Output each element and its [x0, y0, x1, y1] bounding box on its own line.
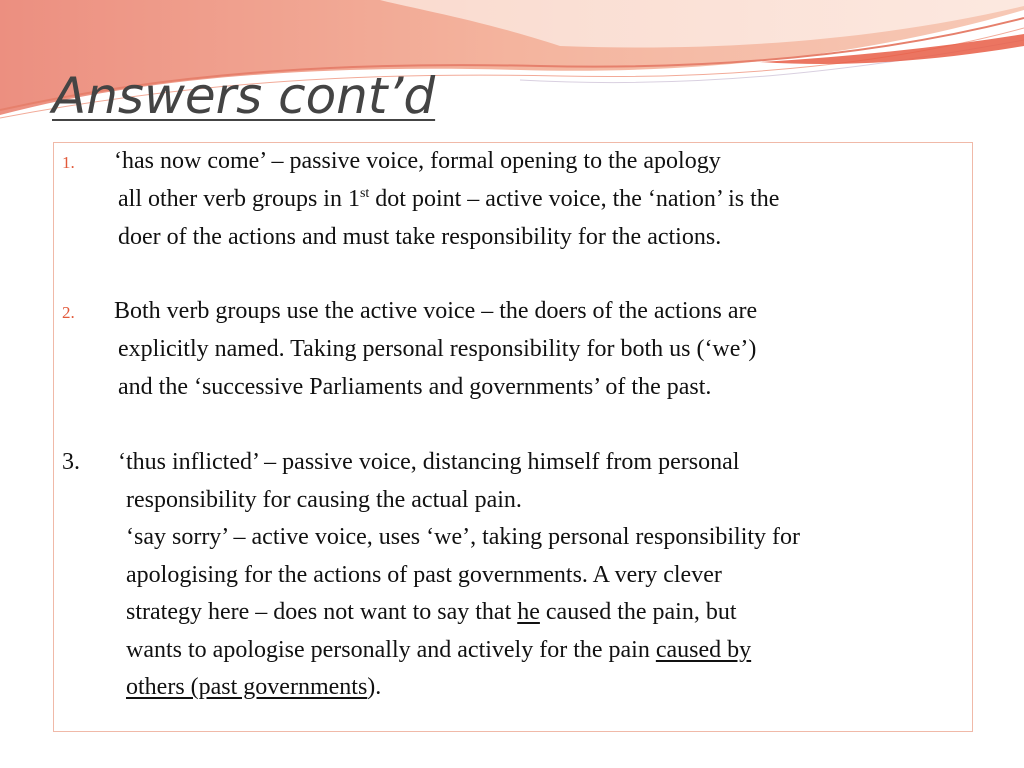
list-number-1: 1. — [62, 153, 75, 172]
item-1-line-2 — [118, 184, 779, 214]
item-3-line-6 — [126, 635, 751, 665]
ordinal-suffix: st — [359, 186, 370, 201]
item-2-line-2: explicitly named. Taking personal responsibility for both us (‘we’) — [118, 336, 757, 362]
item-1-line-2-text: all other verb groups in 1 — [118, 186, 360, 212]
item-3-line-5-rest: caused the pain, but — [539, 599, 737, 625]
item-2-line-3: and the ‘successive Parliaments and governments’ of the past. — [118, 374, 712, 400]
item-1-line-1: ‘has now come’ – passive voice, formal opening to the apology — [114, 148, 721, 174]
item-1-line-3: doer of the actions and must take responsibility for the actions. — [118, 224, 722, 250]
item-3-line-2: responsibility for causing the actual pain. — [126, 487, 522, 513]
list-number-3: 3. — [62, 449, 80, 475]
item-3-line-7 — [126, 672, 381, 702]
underlined-caused-by: caused by — [655, 637, 752, 663]
list-number-2: 2. — [62, 303, 75, 322]
item-3-line-7-rest: ). — [367, 674, 382, 700]
item-3-line-3: ‘say sorry’ – active voice, uses ‘we’, taking personal responsibility for — [126, 524, 801, 550]
item-3-line-4: apologising for the actions of past governments. A very clever — [126, 562, 722, 588]
underlined-others: others (past governments — [126, 674, 368, 700]
item-3-line-1: ‘thus inflicted’ – passive voice, distancing himself from personal — [118, 449, 740, 475]
slide-title: Answers cont’d — [52, 67, 436, 125]
underlined-he: he — [517, 599, 540, 625]
item-3-line-5 — [126, 597, 737, 627]
item-3-line-6-text: wants to apologise personally and actively for the pain — [126, 637, 656, 663]
item-3-line-5-text: strategy here – does not want to say that — [126, 599, 518, 625]
item-2-line-1: Both verb groups use the active voice – the doers of the actions are — [114, 298, 758, 324]
item-1-line-2-rest: dot point – active voice, the ‘nation’ is the — [369, 186, 780, 212]
